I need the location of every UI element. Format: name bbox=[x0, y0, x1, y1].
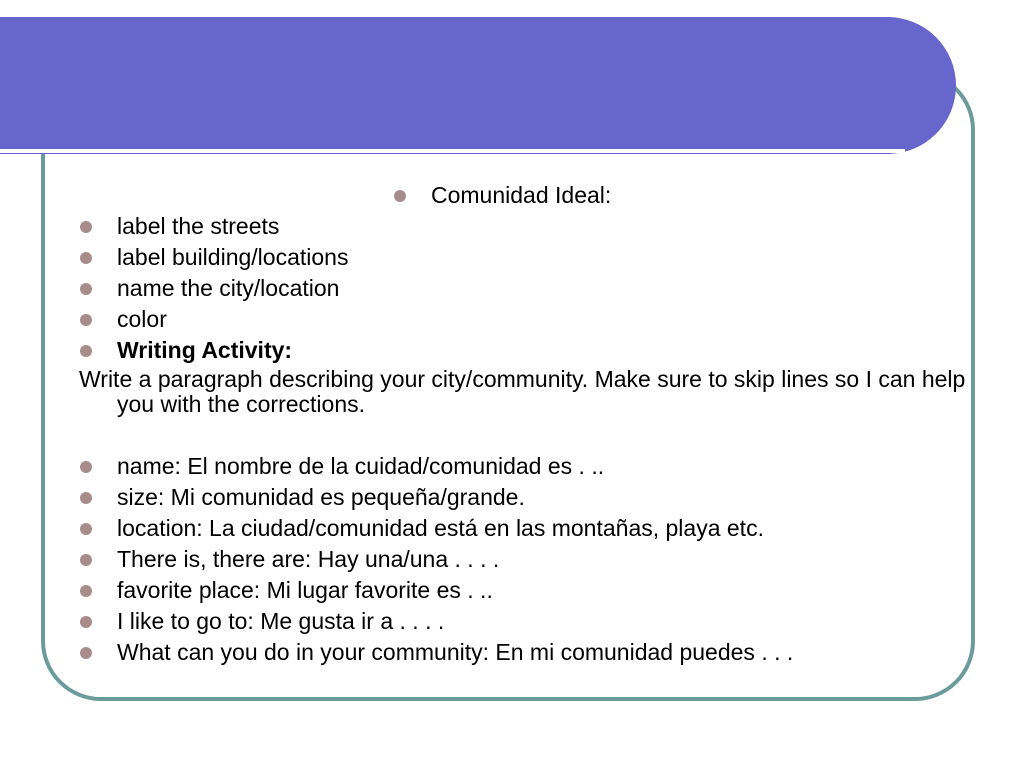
writing-instructions: Write a paragraph describing your city/community. Make sure to skip lines so I can help you with the corrections. bbox=[79, 366, 966, 417]
list-item: name: El nombre de la cuidad/comunidad es . .. bbox=[117, 453, 605, 479]
list-item: name the city/location bbox=[117, 275, 340, 301]
list-item: favorite place: Mi lugar favorite es . .. bbox=[117, 577, 493, 603]
list-item: label the streets bbox=[117, 213, 280, 239]
bullet-icon bbox=[80, 585, 92, 597]
bullet-icon bbox=[80, 616, 92, 628]
bullet-icon bbox=[80, 221, 92, 233]
list-item: location: La ciudad/comunidad está en las montañas, playa etc. bbox=[117, 515, 764, 541]
bullet-icon bbox=[80, 461, 92, 473]
list-item: I like to go to: Me gusta ir a . . . . bbox=[117, 608, 445, 634]
bullet-icon bbox=[80, 523, 92, 535]
bullet-icon bbox=[80, 314, 92, 326]
bullet-icon bbox=[80, 492, 92, 504]
bullet-icon bbox=[80, 345, 92, 357]
list-item: label building/locations bbox=[117, 244, 349, 270]
list-item: There is, there are: Hay una/una . . . . bbox=[117, 546, 500, 572]
bullet-icon bbox=[80, 283, 92, 295]
list-item: color bbox=[117, 306, 167, 332]
bullet-icon bbox=[80, 554, 92, 566]
bullet-icon bbox=[80, 252, 92, 264]
slide-heading: Comunidad Ideal: bbox=[431, 182, 612, 208]
bullet-icon bbox=[80, 647, 92, 659]
list-item: What can you do in your community: En mi comunidad puedes . . . bbox=[117, 639, 794, 665]
list-item: size: Mi comunidad es pequeña/grande. bbox=[117, 484, 525, 510]
writing-activity-label: Writing Activity: bbox=[117, 337, 293, 363]
bullet-icon bbox=[394, 190, 406, 202]
